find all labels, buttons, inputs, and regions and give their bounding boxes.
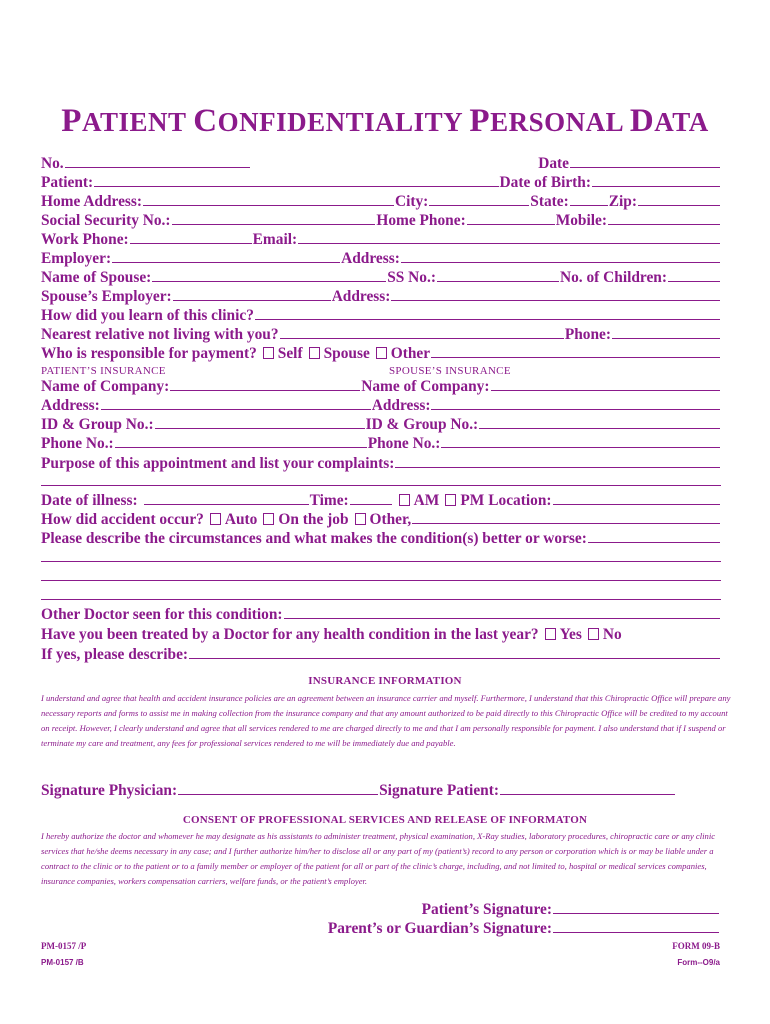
dob-label: Date of Birth:	[499, 174, 591, 191]
city-label: City:	[394, 193, 429, 210]
id-group2-field[interactable]	[479, 415, 720, 429]
footer-right-code-2: Form--O9/a	[677, 958, 720, 967]
email-field[interactable]	[298, 230, 720, 244]
row-work-phone	[41, 230, 721, 249]
row-describe-line3	[41, 567, 721, 581]
row-id-group	[41, 415, 721, 434]
time-field[interactable]	[350, 491, 392, 505]
row-spouse-employer	[41, 287, 721, 306]
patient-sig-label: Signature Patient:	[379, 782, 499, 799]
footer-right-code: FORM 09-B	[672, 941, 720, 951]
pm-checkbox[interactable]	[445, 494, 456, 506]
home-address-label: Home Address:	[41, 193, 143, 210]
ssn-label: Social Security No.:	[41, 212, 171, 229]
employer-label: Employer:	[41, 250, 112, 267]
row-ssn	[41, 211, 721, 230]
footer-left-code: PM-0157 /P	[41, 941, 87, 951]
accident-other-checkbox[interactable]	[355, 513, 366, 525]
ins-phone-label: Phone No.:	[41, 435, 114, 452]
purpose-field[interactable]	[395, 454, 720, 468]
relative-field[interactable]	[280, 325, 564, 339]
am-label: AM	[413, 492, 440, 509]
spouse-employer-field[interactable]	[173, 287, 331, 301]
no-checkbox[interactable]	[588, 628, 599, 640]
ins-phone2-field[interactable]	[441, 434, 720, 448]
row-learn	[41, 306, 721, 325]
other-label: Other	[390, 345, 431, 362]
location-label: Location:	[488, 492, 552, 509]
illness-date-field[interactable]	[144, 491, 309, 505]
mobile-field[interactable]	[608, 211, 720, 225]
row-other-doctor	[41, 605, 721, 624]
guardian-signature-field[interactable]	[553, 919, 719, 933]
work-phone-field[interactable]	[130, 230, 252, 244]
row-patient	[41, 173, 721, 192]
home-address-field[interactable]	[143, 192, 394, 206]
pm-label: PM	[460, 492, 485, 509]
consent-text: I hereby authorize the doctor and whomever he may designate as his assistants to administer treatment, physical examination, X-Ray studies, laboratory procedures, chiropractic care or any clinic services that he/she deems necessary in any case; and I further authorize him/her to disclose all or any part of my (patient’s) record to any person or corporation which is or may be liable under a contract to the clinic or to the patient or to a family member or employer of the patient for all or part of the clinic’s charge, including, and not limited to, hospital or medical services companies, insurance companies, workers compensation carriers, welfare funds, or the patient’s employer.	[41, 831, 716, 886]
insurance-info-heading: INSURANCE INFORMATION	[308, 675, 462, 687]
no-label-option: No	[602, 626, 622, 643]
row-relative	[41, 325, 721, 344]
state-label: State:	[530, 193, 569, 210]
job-checkbox[interactable]	[263, 513, 274, 525]
relative-phone-field[interactable]	[612, 325, 720, 339]
patient-sig-row	[390, 900, 720, 919]
patient-signature-field[interactable]	[553, 900, 719, 914]
relative-phone-label: Phone:	[564, 326, 611, 343]
ins-address2-label: Address:	[371, 397, 431, 414]
describe-label: Please describe the circumstances and what makes the condition(s) better or worse:	[41, 530, 587, 547]
ins-address-label: Address:	[41, 397, 100, 414]
row-no-date	[41, 154, 721, 173]
location-field[interactable]	[553, 491, 720, 505]
yes-checkbox[interactable]	[545, 628, 556, 640]
job-label: On the job	[278, 511, 349, 528]
date-field[interactable]	[570, 154, 720, 168]
zip-field[interactable]	[638, 192, 720, 206]
form-title: PATIENT CONFIDENTIALITY PERSONAL DATA	[61, 103, 709, 139]
auto-checkbox[interactable]	[210, 513, 221, 525]
row-signatures	[41, 781, 721, 800]
row-company	[41, 377, 721, 396]
row-ins-address	[41, 396, 721, 415]
row-employer	[41, 249, 721, 268]
yes-label: Yes	[559, 626, 582, 643]
describe-field-line4[interactable]	[41, 586, 721, 600]
spouse-insurance-label: SPOUSE’S INSURANCE	[389, 365, 511, 377]
ss-no-label: SS No.:	[387, 269, 436, 286]
patient-insurance-label: PATIENT’S INSURANCE	[41, 365, 166, 377]
row-describe-line2	[41, 548, 721, 562]
spouse-name-label: Name of Spouse:	[41, 269, 152, 286]
patient-signature-label: Patient’s Signature:	[421, 901, 552, 918]
spouse-address-field[interactable]	[391, 287, 720, 301]
accident-label: How did accident occur?	[41, 511, 204, 528]
illness-date-label: Date of illness:	[41, 492, 138, 509]
responsible-label: Who is responsible for payment?	[41, 345, 257, 362]
purpose-label: Purpose of this appointment and list your complaints:	[41, 455, 395, 472]
zip-label: Zip:	[608, 193, 637, 210]
children-field[interactable]	[668, 268, 720, 282]
employer-address-field[interactable]	[401, 249, 720, 263]
employer-address-label: Address:	[341, 250, 400, 267]
company-label: Name of Company:	[41, 378, 170, 395]
row-responsible	[41, 344, 721, 363]
spouse-label: Spouse	[323, 345, 370, 362]
spouse-checkbox[interactable]	[309, 347, 320, 359]
spouse-employer-label: Spouse’s Employer:	[41, 288, 172, 305]
describe-field-line2[interactable]	[41, 548, 721, 562]
patient-field[interactable]	[94, 173, 498, 187]
row-accident	[41, 510, 721, 529]
patient-label: Patient:	[41, 174, 94, 191]
consent-heading: CONSENT OF PROFESSIONAL SERVICES AND RELEASE OF INFORMATON	[182, 814, 588, 826]
learn-label: How did you learn of this clinic?	[41, 307, 254, 324]
row-home-address	[41, 192, 721, 211]
time-label: Time:	[309, 492, 349, 509]
company2-label: Name of Company:	[361, 378, 490, 395]
guardian-sig-row	[280, 919, 720, 938]
ins-phone-field[interactable]	[115, 434, 367, 448]
describe-field[interactable]	[588, 529, 720, 543]
ins-address2-field[interactable]	[431, 396, 720, 410]
physician-sig-label: Signature Physician:	[41, 782, 178, 799]
if-yes-label: If yes, please describe:	[41, 646, 189, 663]
patient-sig-field[interactable]	[500, 781, 675, 795]
row-if-yes	[41, 645, 721, 664]
am-checkbox[interactable]	[399, 494, 410, 506]
relative-label: Nearest relative not living with you?	[41, 326, 279, 343]
home-phone-field[interactable]	[467, 211, 555, 225]
date-label: Date	[538, 155, 569, 172]
id-group-field[interactable]	[155, 415, 365, 429]
row-spouse	[41, 268, 721, 287]
purpose-field-line2[interactable]	[41, 472, 721, 486]
describe-field-line3[interactable]	[41, 567, 721, 581]
self-checkbox[interactable]	[263, 347, 274, 359]
accident-other-field[interactable]	[412, 510, 720, 524]
company2-field[interactable]	[491, 377, 721, 391]
ss-no-field[interactable]	[437, 268, 559, 282]
other-doctor-label: Other Doctor seen for this condition:	[41, 606, 283, 623]
guardian-signature-label: Parent’s or Guardian’s Signature:	[327, 920, 552, 937]
self-label: Self	[277, 345, 303, 362]
employer-field[interactable]	[112, 249, 340, 263]
row-purpose-line2	[41, 472, 721, 486]
other-checkbox[interactable]	[376, 347, 387, 359]
auto-label: Auto	[224, 511, 258, 528]
ssn-field[interactable]	[172, 211, 376, 225]
other-doctor-field[interactable]	[284, 605, 720, 619]
spouse-name-field[interactable]	[152, 268, 386, 282]
row-describe-line4	[41, 586, 721, 600]
ins-phone2-label: Phone No.:	[367, 435, 441, 452]
children-label: No. of Children:	[559, 269, 667, 286]
accident-other-label: Other,	[369, 511, 412, 528]
home-phone-label: Home Phone:	[376, 212, 466, 229]
no-label: No.	[41, 155, 64, 172]
no-field[interactable]	[65, 154, 250, 168]
state-field[interactable]	[570, 192, 608, 206]
row-describe	[41, 529, 721, 548]
row-purpose	[41, 454, 721, 473]
learn-field[interactable]	[255, 306, 720, 320]
id-group-label: ID & Group No.:	[41, 416, 154, 433]
id-group2-label: ID & Group No.:	[365, 416, 479, 433]
insurance-info-text: I understand and agree that health and accident insurance policies are an agreement between an insurance carrier and myself. Furthermore, I understand that this Chiropractic Office will prepare any necessary reports and forms to assist me in making collection from the insurance company and that any amount authorized to be paid directly to this Chiropractic Office will be credited to my account on receipt. However, I clearly understand and agree that all services rendered to me are charged directly to me and that I am personally responsible for payment. I also understand that if I suspend or terminate my care and treatment, any fees for professional services rendered to me will be immediately due and payable.	[41, 693, 731, 748]
other-field[interactable]	[431, 344, 720, 358]
row-treated	[41, 625, 721, 644]
dob-field[interactable]	[592, 173, 720, 187]
work-phone-label: Work Phone:	[41, 231, 129, 248]
row-ins-phone	[41, 434, 721, 453]
mobile-label: Mobile:	[555, 212, 607, 229]
footer-left-code-2: PM-0157 /B	[41, 958, 84, 967]
ins-address-field[interactable]	[101, 396, 371, 410]
spouse-address-label: Address:	[331, 288, 391, 305]
physician-sig-field[interactable]	[178, 781, 378, 795]
city-field[interactable]	[429, 192, 529, 206]
row-illness	[41, 491, 721, 510]
if-yes-field[interactable]	[189, 645, 720, 659]
treated-label: Have you been treated by a Doctor for any health condition in the last year?	[41, 626, 539, 643]
company-field[interactable]	[170, 377, 360, 391]
email-label: Email:	[252, 231, 298, 248]
